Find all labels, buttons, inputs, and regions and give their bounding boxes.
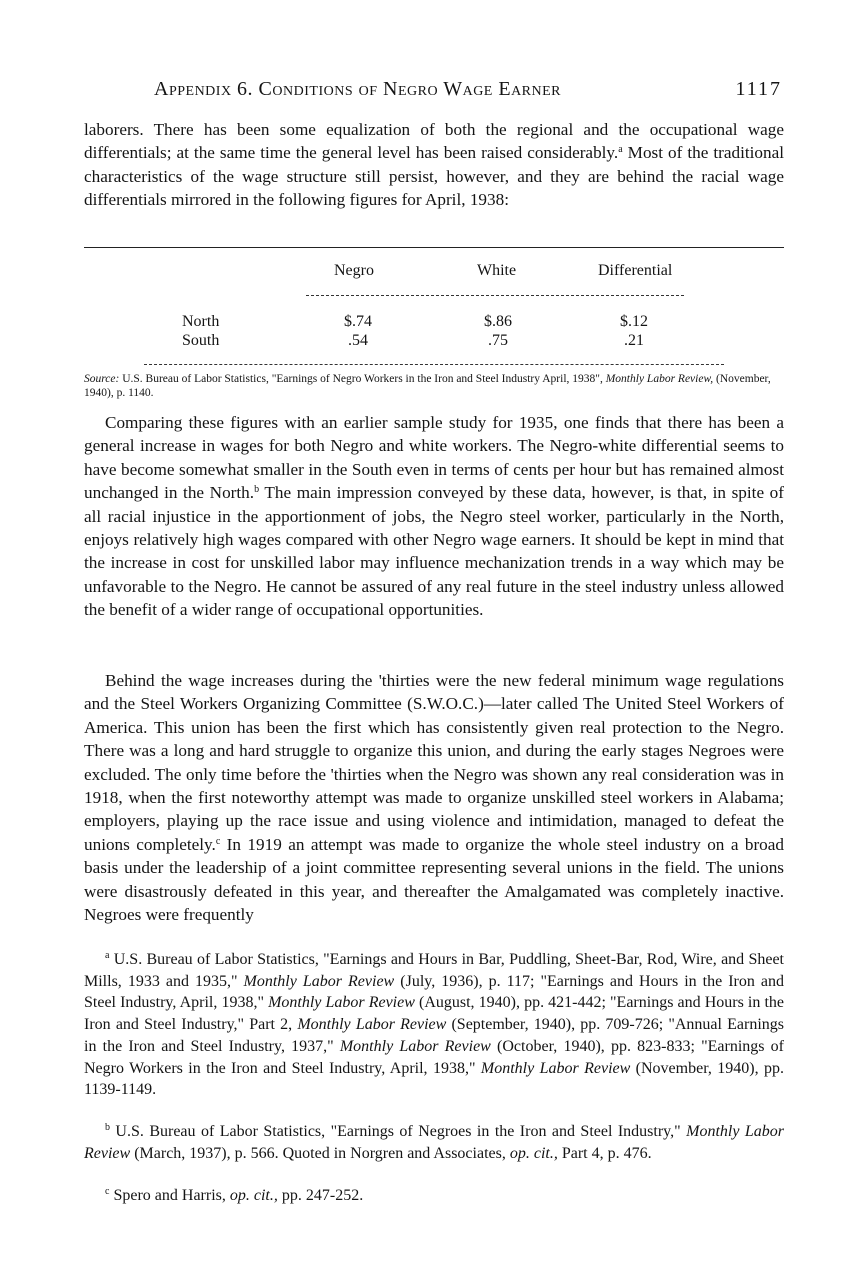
cell-north-white: $.86	[484, 313, 512, 330]
table-source-note: Source: U.S. Bureau of Labor Statistics, "Earnings of Negro Workers in the Iron and Steel Industry April, 1938", Monthly Labor Review, (November, 1940), p. 1140.	[84, 373, 771, 399]
table-bottom-rule	[144, 364, 724, 365]
footnote-ref-b: b	[254, 484, 260, 496]
cell-south-negro: .54	[348, 332, 368, 349]
table-top-rule	[84, 247, 784, 248]
page-number: 1117	[735, 78, 782, 100]
footnote-b: $^b$ U.S. Bureau of Labor Statistics, "Earnings of Negroes in the Iron and Steel Industry," Monthly Labor Review (March, 1937), p. 566. Quoted in Norgren and Associates, op. cit., Part 4, p. 476.	[84, 1122, 785, 1162]
header-title: Appendix 6. Conditions of Negro Wage Earner	[154, 78, 562, 100]
paragraph-comparison: Comparing these figures with an earlier sample study for 1935, one finds that there has been a general increase in wages for both Negro and white workers. The Negro-white differential seems to have become somewhat smaller in the South even in terms of cents per hour but has remained almost unchanged in the North.$^b$ The main impression conveyed by these data, however, is that, in spite of all racial injustice in the apportionment of jobs, the Negro steel worker, particularly in the North, enjoys relatively high wages compared with other Negro wage earners. It should be kept in mind that the increase in cost for unskilled labor may influence mechanization trends in a way which may be unfavorable to the Negro. He cannot be assured of any real future in the steel industry unless allowed the benefit of a wider range of occupational opportunities.	[84, 413, 784, 620]
column-header-differential: Differential	[598, 262, 673, 279]
source-label: Source:	[84, 373, 120, 385]
column-header-rule	[306, 295, 684, 296]
cell-south-differential: .21	[624, 332, 644, 349]
footnote-c: $^c$ Spero and Harris, op. cit., pp. 247-252.	[105, 1186, 364, 1204]
cell-south-white: .75	[488, 332, 508, 349]
footnote-a: $^a$ U.S. Bureau of Labor Statistics, "Earnings and Hours in Bar, Puddling, Sheet-Bar, Rod, Wire, and Sheet Mills, 1933 and 1935," Monthly Labor Review (July, 1936), p. 117; "Earnings and Hours in the Iron and Steel Industry, April, 1938," Monthly Labor Review (August, 1940), pp. 421-442; "Earnings and Hours in the Iron and Steel Industry," Part 2, Monthly Labor Review (September, 1940), pp. 709-726; "Annual Earnings in the Iron and Steel Industry, 1937," Monthly Labor Review (October, 1940), pp. 823-833; "Earnings of Negro Workers in the Iron and Steel Industry, April, 1938," Monthly Labor Review (November, 1940), pp. 1139-1149.	[84, 950, 785, 1099]
footnote-ref-c: c	[215, 835, 221, 847]
row-region-north: North	[182, 313, 220, 330]
column-header-white: White	[477, 262, 517, 279]
row-region-south: South	[182, 332, 220, 349]
intro-paragraph: laborers. There has been some equalization of both the regional and the occupational wage differentials; at the same time the general level has been raised considerably.$^a$ Most of the traditional characteristics of the wage structure still persist, however, and they are behind the racial wage differentials mirrored in the following figures for April, 1938:	[84, 120, 784, 210]
cell-north-negro: $.74	[344, 313, 372, 330]
cell-north-differential: $.12	[620, 313, 648, 330]
column-header-negro: Negro	[334, 262, 374, 279]
paragraph-union-history: Behind the wage increases during the 'thirties were the new federal minimum wage regulations and the Steel Workers Organizing Committee (S.W.O.C.)—later called The United Steel Workers of America. This union has been the first which has consistently given real protection to the Negro. There was a long and hard struggle to organize this union, and during the early stages Negroes were excluded. The only time before the 'thirties when the Negro was shown any real consideration was in 1918, when the first noteworthy attempt was made to organize unskilled steel workers in Alabama; employers, playing up the race issue and using violence and intimidation, managed to defeat the unions completely.$^c$ In 1919 an attempt was made to organize the whole steel industry on a broad basis under the leadership of a joint committee representing several unions in the field. The unions were disastrously defeated in this year, and thereafter the Amalgamated was completely inactive. Negroes were frequently	[84, 671, 784, 925]
footnote-ref-a: a	[618, 144, 623, 156]
